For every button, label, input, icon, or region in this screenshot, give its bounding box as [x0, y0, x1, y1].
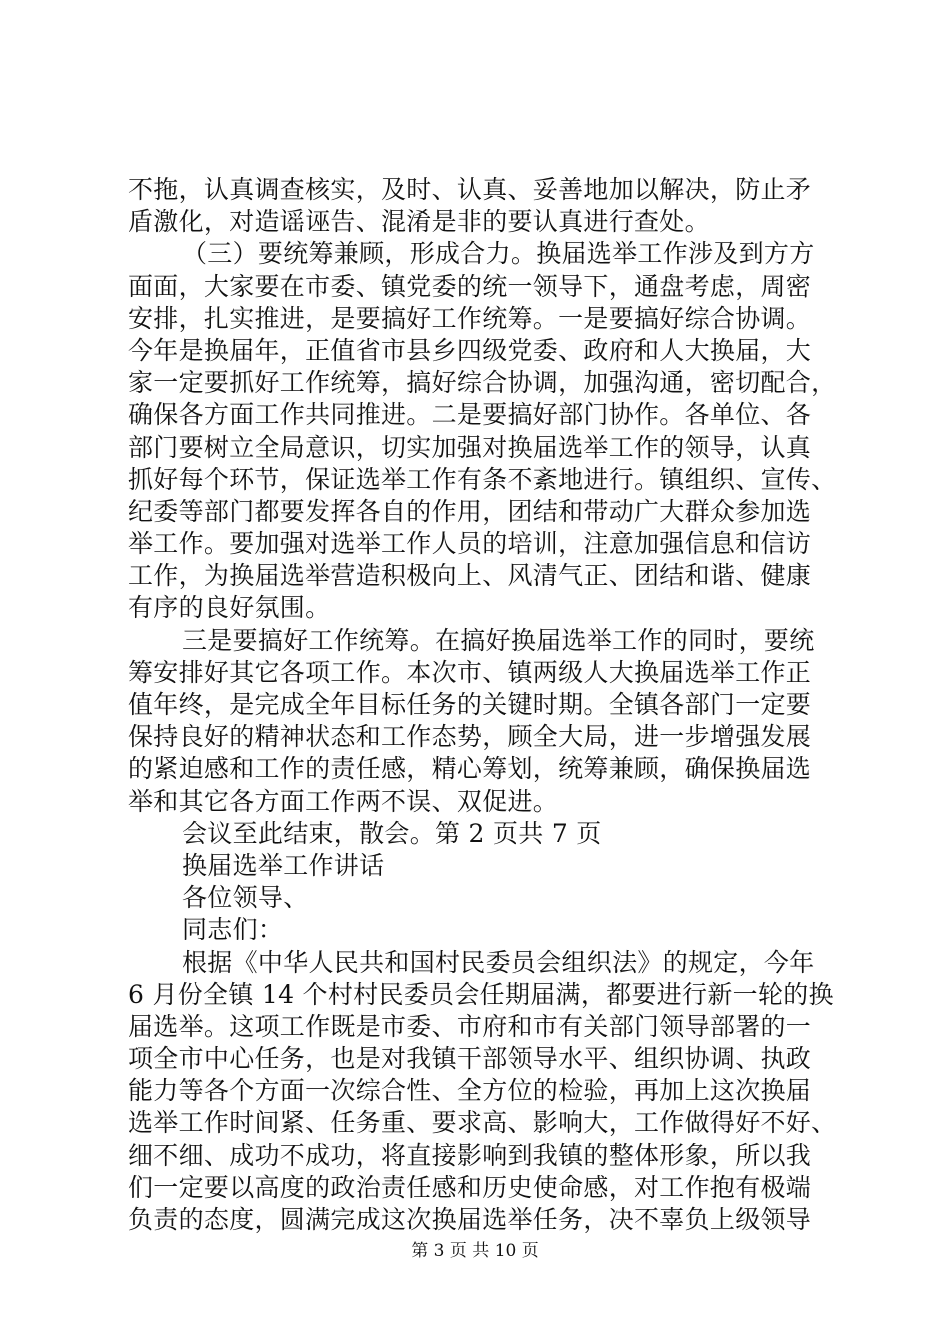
text-line: 部门要树立全局意识，切实加强对换届选举工作的领导，认真	[128, 432, 812, 462]
text-line: 面面，大家要在市委、镇党委的统一领导下，通盘考虑，周密	[128, 271, 812, 301]
page-footer: 第 3 页 共 10 页	[411, 1241, 539, 1261]
text-line: （三）要统筹兼顾，形成合力。换届选举工作涉及到方方	[182, 239, 815, 269]
text-line: 能力等各个方面一次综合性、全方位的检验，再加上这次换届	[128, 1076, 812, 1106]
text-line: 细不细、成功不成功，将直接影响到我镇的整体形象，所以我	[128, 1140, 812, 1170]
text-line: 同志们：	[182, 915, 284, 945]
text-line: 们一定要以高度的政治责任感和历史使命感，对工作抱有极端	[128, 1172, 812, 1202]
text-line: 筹安排好其它各项工作。本次市、镇两级人大换届选举工作正	[128, 657, 812, 687]
text-line: 安排，扎实推进，是要搞好工作统筹。一是要搞好综合协调。	[128, 303, 812, 333]
text-line: 盾激化，对造谣诬告、混淆是非的要认真进行查处。	[128, 207, 710, 237]
text-line: 今年是换届年，正值省市县乡四级党委、政府和人大换届，大	[128, 335, 812, 365]
text-line: 有序的良好氛围。	[128, 593, 331, 623]
text-line: 确保各方面工作共同推进。二是要搞好部门协作。各单位、各	[128, 400, 812, 430]
text-line: 家一定要抓好工作统筹，搞好综合协调，加强沟通，密切配合，	[128, 368, 837, 398]
text-line: 举和其它各方面工作两不误、双促进。	[128, 786, 559, 816]
text-line: 抓好每个环节，保证选举工作有条不紊地进行。镇组织、宣传、	[128, 464, 837, 494]
text-line: 根据《中华人民共和国村民委员会组织法》的规定，今年	[182, 947, 815, 977]
text-line: 会议至此结束，散会。第 2 页共 7 页	[182, 818, 602, 848]
text-line: 届选举。这项工作既是市委、市府和市有关部门领导部署的一	[128, 1011, 812, 1041]
text-line: 纪委等部门都要发挥各自的作用，团结和带动广大群众参加选	[128, 496, 812, 526]
text-line: 6 月份全镇 14 个村村民委员会任期届满，都要进行新一轮的换	[128, 979, 834, 1009]
text-line: 项全市中心任务，也是对我镇干部领导水平、组织协调、执政	[128, 1044, 812, 1074]
text-line: 保持良好的精神状态和工作态势，顾全大局，进一步增强发展	[128, 722, 812, 752]
text-line: 三是要搞好工作统筹。在搞好换届选举工作的同时，要统	[182, 625, 815, 655]
text-line: 不拖，认真调查核实，及时、认真、妥善地加以解决，防止矛	[128, 175, 812, 204]
text-line: 举工作。要加强对选举工作人员的培训，注意加强信息和信访	[128, 529, 812, 559]
text-line: 值年终，是完成全年目标任务的关键时期。全镇各部门一定要	[128, 690, 812, 719]
document-body	[128, 174, 837, 1236]
text-line: 负责的态度，圆满完成这次换届选举任务，决不辜负上级领导	[128, 1205, 812, 1234]
text-line: 工作，为换届选举营造积极向上、风清气正、团结和谐、健康	[128, 561, 812, 591]
text-line: 的紧迫感和工作的责任感，精心筹划，统筹兼顾，确保换届选	[128, 754, 812, 784]
text-line: 各位领导、	[182, 883, 309, 913]
text-line: 换届选举工作讲话	[182, 850, 385, 880]
text-line: 选举工作时间紧、任务重、要求高、影响大，工作做得好不好、	[128, 1108, 837, 1138]
